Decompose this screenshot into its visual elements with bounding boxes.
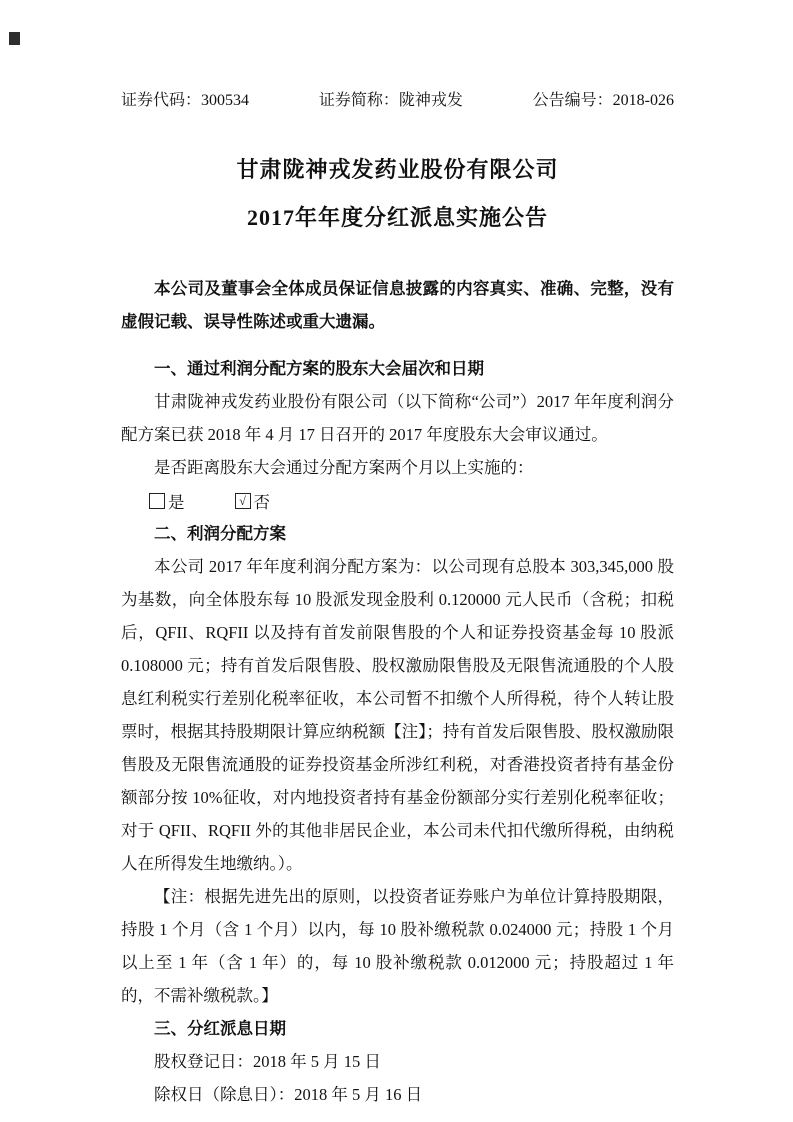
option-yes <box>149 489 185 513</box>
section1-heading: 一、通过利润分配方案的股东大会届次和日期 <box>154 359 484 378</box>
option-no <box>235 489 271 513</box>
checkbox-no-checked-icon: √ <box>235 493 251 509</box>
stock-code: 证券代码：300534 <box>121 92 250 109</box>
ex-dividend-date-line: 除权日（除息日）：2018 年 5 月 16 日 <box>154 1085 423 1104</box>
section1-paragraph: 甘肃陇神戎发药业股份有限公司（以下简称“公司”）2017 年年度利润分配方案已获 2018 年 4 月 17 日召开的 2017 年度股东大会审议通过。 <box>121 392 674 444</box>
announcement-number: 公告编号：2018-026 <box>532 92 674 109</box>
company-title: 甘肃陇神戎发药业股份有限公司 <box>236 157 559 182</box>
section2-heading: 二、利润分配方案 <box>154 524 286 543</box>
checkbox-row <box>121 484 674 517</box>
announcement-title: 2017年年度分红派息实施公告 <box>246 205 548 230</box>
section2-note: 【注：根据先进先出的原则，以投资者证券账户为单位计算持股期限，持股 1 个月（含 1 个月）以内，每 10 股补缴税款 0.024000 元；持股 1 个月以上至 1 年（含 1 年）的，每 10 股补缴税款 0.012000 元；持股超过 1 年的，不需补缴税款。】 <box>121 887 674 1005</box>
integrity-statement: 本公司及董事会全体成员保证信息披露的内容真实、准确、完整，没有虚假记载、误导性陈述或重大遗漏。 <box>121 279 674 331</box>
stock-short-name: 证券简称：陇神戎发 <box>318 92 463 109</box>
record-date-line: 股权登记日：2018 年 5 月 15 日 <box>154 1052 381 1071</box>
document-header <box>121 90 674 112</box>
implementation-question: 是否距离股东大会通过分配方案两个月以上实施的： <box>154 458 534 477</box>
checkbox-yes-unchecked-icon <box>149 493 165 509</box>
page-corner-mark <box>9 32 20 45</box>
section3-heading: 三、分红派息日期 <box>154 1019 286 1038</box>
document-content <box>121 0 674 1111</box>
option-no-label: 否 <box>253 492 270 512</box>
option-yes-label: 是 <box>168 492 185 512</box>
section2-paragraph: 本公司 2017 年年度利润分配方案为：以公司现有总股本 303,345,000 股为基数，向全体股东每 10 股派发现金股利 0.120000 元人民币（含税；扣税后，QFII、RQFII 以及持有首发前限售股的个人和证券投资基金每 10 股派 0.108000 元；持有首发后限售股、股权激励限售股及无限售流通股的个人股息红利税实行差别化税率征收，本公司暂不扣缴个人所得税，待个人转让股票时，根据其持股期限计算应纳税额【注】；持有首发后限售股、股权激励限售股及无限售流通股的证券投资基金所涉红利税，对香港投资者持有基金份额部分按 10%征收，对内地投资者持有基金份额部分实行差别化税率征收；对于 QFII、RQFII 外的其他非居民企业，本公司未代扣代缴所得税，由纳税人在所得发生地缴纳。）。 <box>121 557 674 873</box>
